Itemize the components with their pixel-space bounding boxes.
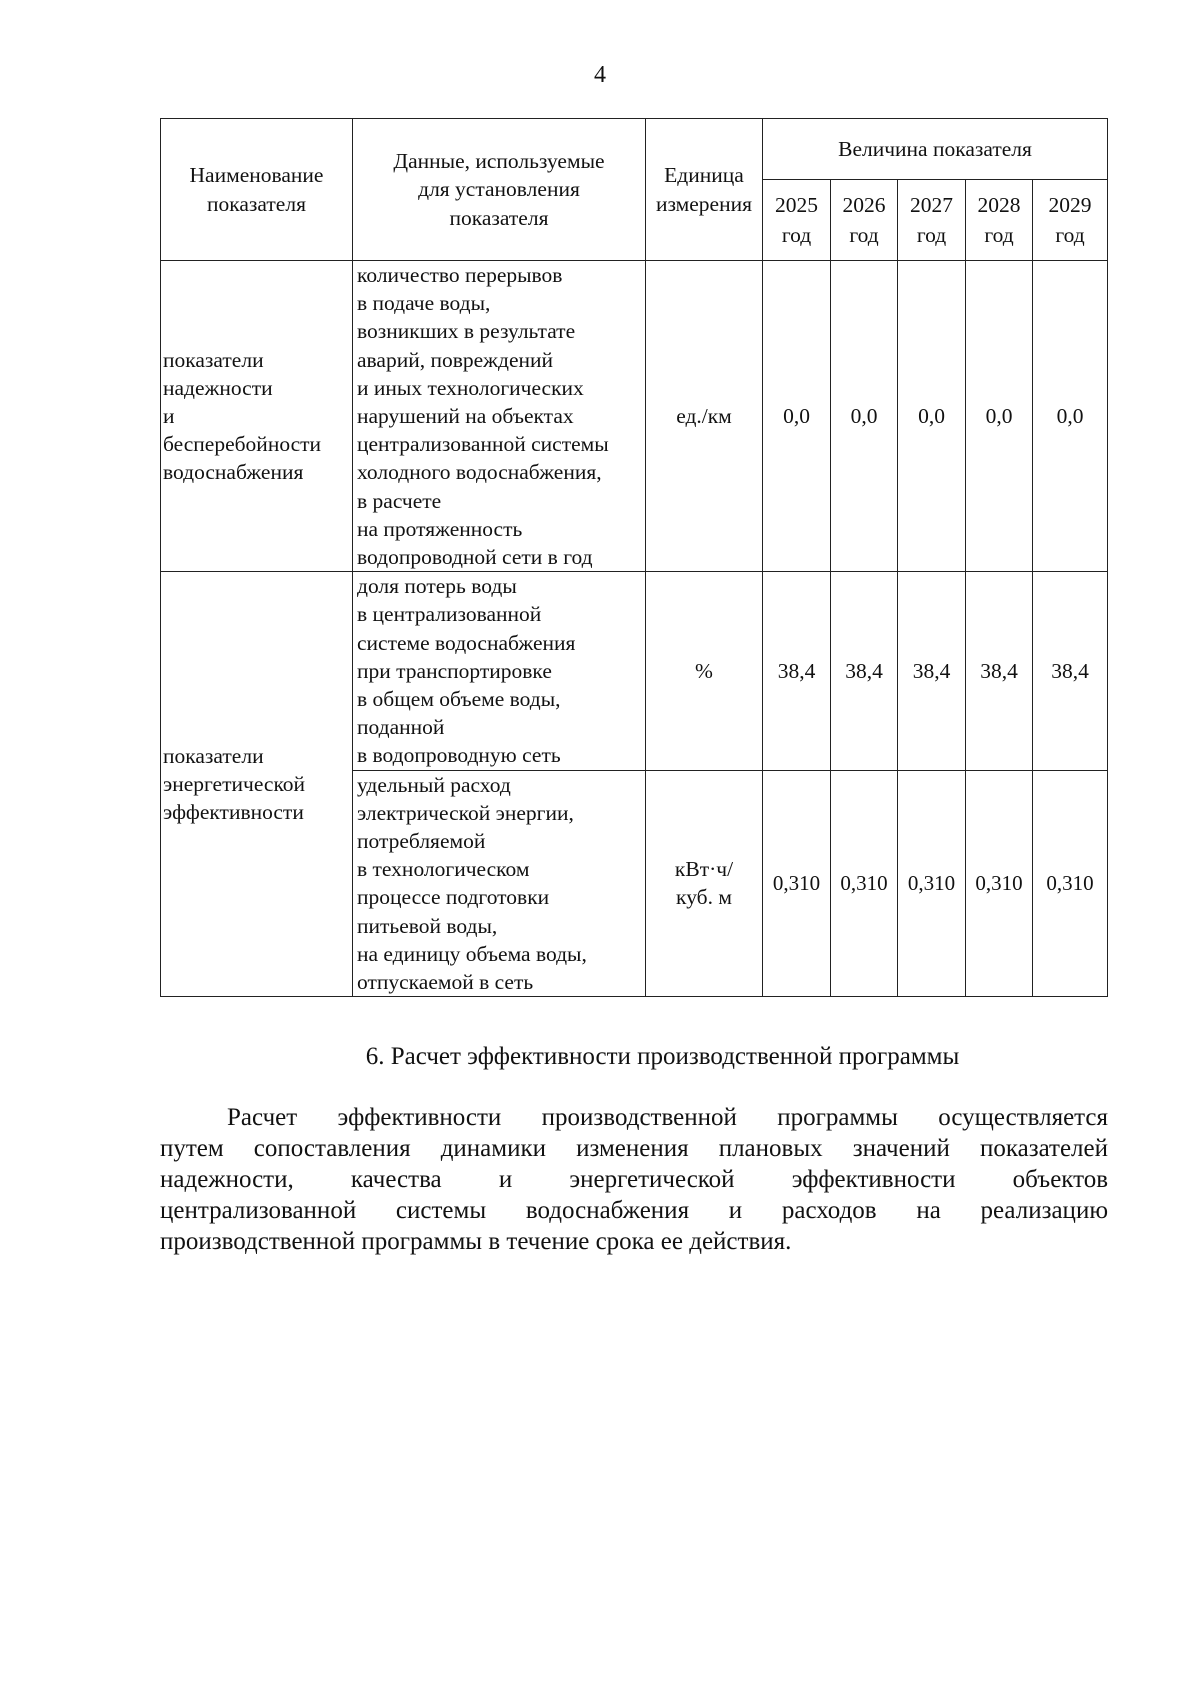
value-2026: 0,0: [831, 261, 898, 572]
value-2027: 0,0: [898, 261, 966, 572]
indicator-source-data: доля потерь воды в централизованной системе водоснабжения при транспортировке в общем объеме воды, поданной в водопроводную сеть: [353, 572, 646, 770]
value-2028: 0,0: [966, 261, 1033, 572]
indicator-name-reliability: показатели надежности и бесперебойности водоснабжения: [161, 261, 353, 572]
indicator-name-energy: показатели энергетической эффективности: [161, 572, 353, 997]
indicator-source-data: удельный расход электрической энергии, потребляемой в технологическом процессе подготовки питьевой воды, на единицу объема воды, отпускаемой в сеть: [353, 770, 646, 997]
value-2029: 38,4: [1033, 572, 1108, 770]
header-year-2026: 2026 год: [831, 180, 898, 261]
paragraph-line: централизованной системы водоснабжения и расходов на реализацию: [160, 1197, 1108, 1224]
body-paragraph: [160, 1102, 1108, 1257]
header-year-2028: 2028 год: [966, 180, 1033, 261]
header-year-2027: 2027 год: [898, 180, 966, 261]
paragraph-line: Расчет эффективности производственной программы осуществляется: [227, 1104, 1108, 1131]
header-indicator-name: Наименование показателя: [161, 119, 353, 261]
header-value-group: Величина показателя: [763, 119, 1108, 180]
value-2028: 0,310: [966, 770, 1033, 997]
header-year-2029: 2029 год: [1033, 180, 1108, 261]
header-source-data: Данные, используемые для установления показателя: [353, 119, 646, 261]
value-2027: 38,4: [898, 572, 966, 770]
unit-cell: кВт·ч/ куб. м: [646, 770, 763, 997]
header-year-2025: 2025 год: [763, 180, 831, 261]
value-2025: 38,4: [763, 572, 831, 770]
value-2027: 0,310: [898, 770, 966, 997]
value-2028: 38,4: [966, 572, 1033, 770]
table-row: [161, 572, 1108, 770]
value-2025: 0,0: [763, 261, 831, 572]
indicator-source-data: количество перерывов в подаче воды, возникших в результате аварий, повреждений и иных технологических нарушений на объектах централизованной системы холодного водоснабжения, в расчете на протяженность водопроводной сети в год: [353, 261, 646, 572]
indicators-table: [160, 118, 1108, 997]
page-number: 4: [594, 62, 606, 88]
value-2029: 0,310: [1033, 770, 1108, 997]
paragraph-line: путем сопоставления динамики изменения плановых значений показателей: [160, 1135, 1108, 1162]
header-unit: Единица измерения: [646, 119, 763, 261]
paragraph-line: надежности, качества и энергетической эффективности объектов: [160, 1166, 1108, 1193]
unit-cell: %: [646, 572, 763, 770]
value-2026: 0,310: [831, 770, 898, 997]
value-2026: 38,4: [831, 572, 898, 770]
paragraph-line: производственной программы в течение срока ее действия.: [160, 1228, 792, 1255]
unit-cell: ед./км: [646, 261, 763, 572]
value-2025: 0,310: [763, 770, 831, 997]
section-heading: 6. Расчет эффективности производственной программы: [365, 1043, 960, 1070]
value-2029: 0,0: [1033, 261, 1108, 572]
table-row: [161, 261, 1108, 572]
